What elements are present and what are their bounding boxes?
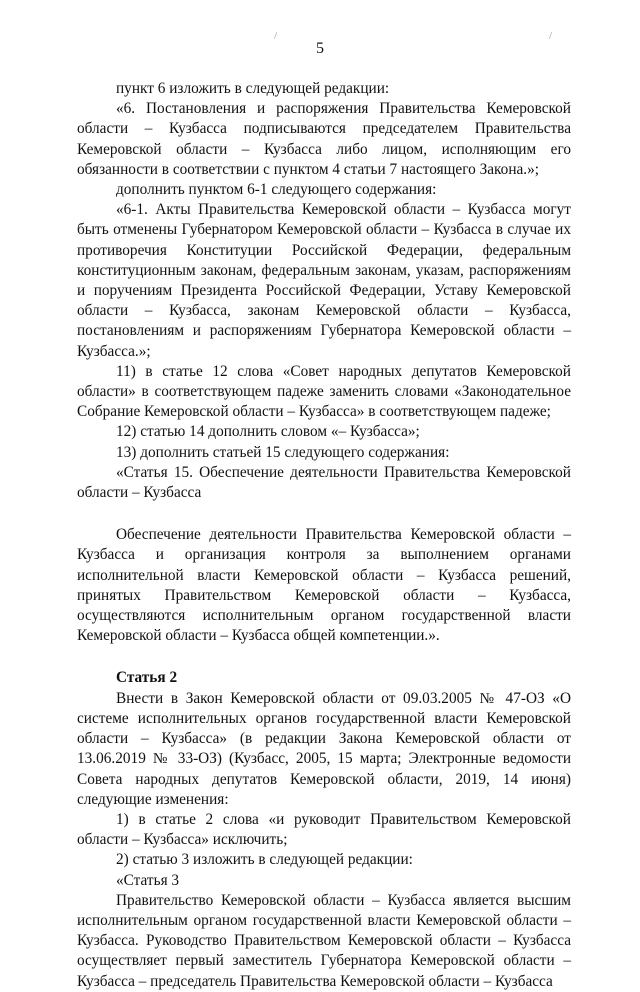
paragraph: дополнить пунктом 6-1 следующего содержания: [116, 181, 437, 199]
paragraph: 2) статью 3 изложить в следующей редакции: [116, 851, 413, 869]
paragraph: Внести в Закон Кемеровской области от 09.03.2005 № 47-ОЗ «О системе исполнительных органов государственной власти Кемеровской области – Кузбасса» (в редакции Закона Кемеровской области от 13.06.2019 № 33-ОЗ) (Кузбасс, 2005, 15 марта; Электронные ведомости Совета народных депутатов Кемеровской области, 2019, 14 июня) следующие изменения: [77, 689, 571, 808]
paragraph: «6. Постановления и распоряжения Правительства Кемеровской области – Кузбасса подписываются председателем Правительства Кемеровской области – Кузбасса либо лицом, исполняющим его обязанности в соответствии с пунктом 4 статьи 7 настоящего Закона.»; [77, 100, 571, 178]
scan-mark: / [274, 30, 278, 42]
paragraph: 12) статью 14 дополнить словом «– Кузбасса»; [116, 423, 420, 441]
document-body [77, 79, 571, 992]
paragraph: 1) в статье 2 слова «и руководит Правительством Кемеровской области – Кузбасса» исключить; [77, 810, 571, 849]
article-15-title: «Статья 15. Обеспечение деятельности Правительства Кемеровской области – Кузбасса [77, 463, 571, 502]
paragraph: «6-1. Акты Правительства Кемеровской области – Кузбасса могут быть отменены Губернатором Кемеровской области – Кузбасса в случае их противоречия Конституции Российской Федерации, федеральным конституционным законам, федеральным законам, указам, распоряжениям и поручениям Президента Российской Федерации, Уставу Кемеровской области – Кузбасса, законам Кемеровской области – Кузбасса, постановлениям и распоряжениям Губернатора Кемеровской области – Кузбасса.»; [77, 201, 571, 360]
article-2-heading: Статья 2 [116, 669, 178, 687]
scan-mark: / [549, 30, 553, 42]
paragraph: 11) в статье 12 слова «Совет народных депутатов Кемеровской области» в соответствующем падеже заменить словами «Законодательное Собрание Кемеровской области – Кузбасса» в соответствующем падеже; [77, 362, 571, 421]
paragraph: пункт 6 изложить в следующей редакции: [116, 80, 390, 97]
paragraph: Обеспечение деятельности Правительства Кемеровской области – Кузбасса и организация контроля за выполнением органами исполнительной власти Кемеровской области – Кузбасса решений, принятых Правительством Кемеровской области – Кузбасса, осуществляются исполнительным органом государственной власти Кемеровской области – Кузбасса общей компетенции.». [77, 526, 571, 645]
page-number: 5 [316, 40, 324, 57]
spacer [77, 646, 571, 668]
paragraph: 13) дополнить статьей 15 следующего содержания: [116, 443, 450, 461]
spacer [77, 503, 571, 525]
article-3-title: «Статья 3 [116, 871, 180, 889]
paragraph: Правительство Кемеровской области – Кузбасса является высшим исполнительным органом государственной власти Кемеровской области – Кузбасса. Руководство Правительством Кемеровской области – Кузбасса осуществляет первый заместитель Губернатора Кемеровской области – Кузбасса – председатель Правительства Кемеровской области – Кузбасса [77, 891, 571, 990]
